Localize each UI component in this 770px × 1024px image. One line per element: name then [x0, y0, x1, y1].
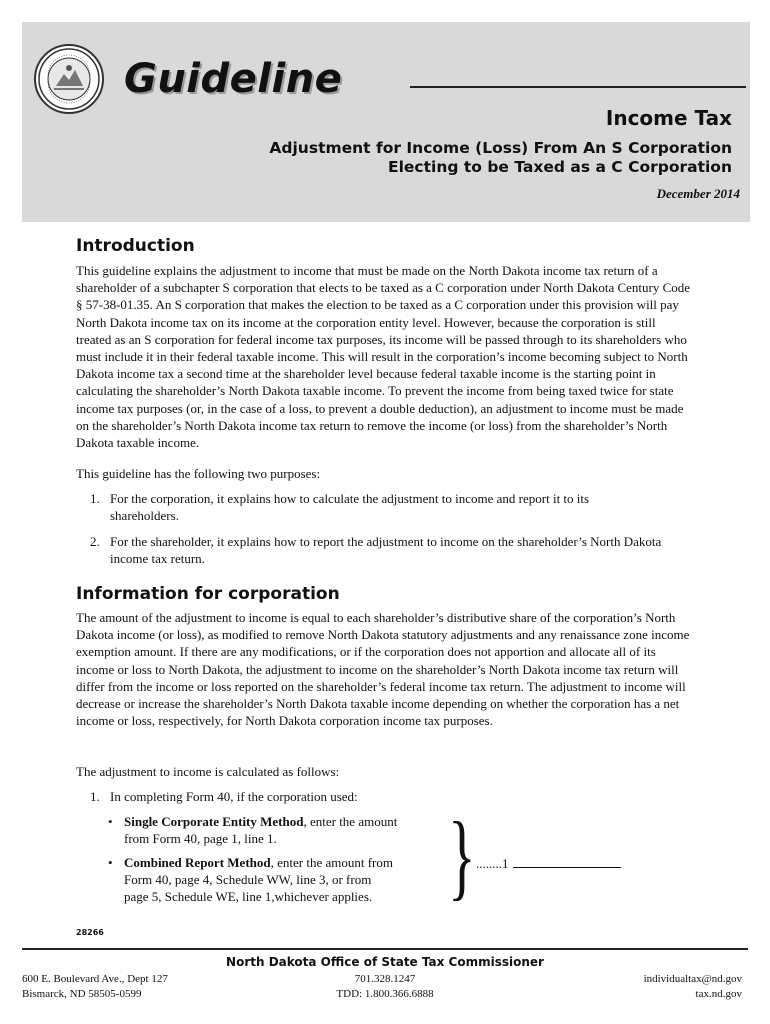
list-text: For the corporation, it explains how to calculate the adjustment to income and report it to its shareholders. [110, 491, 590, 524]
purposes-intro: This guideline has the following two purposes: [76, 466, 321, 481]
doc-kind-title: Guideline [124, 56, 343, 102]
footer-rule [22, 948, 748, 950]
method-name: Single Corporate Entity Method [124, 814, 304, 829]
list-number: 1. [90, 491, 100, 506]
corp-heading: Information for corporation [76, 584, 340, 604]
tax-type: Income Tax [605, 106, 732, 130]
subject-line-1: Adjustment for Income (Loss) From An S Corporation [269, 139, 732, 157]
seal-icon [36, 46, 102, 112]
publication-date: December 2014 [656, 186, 740, 201]
line-1-blank[interactable] [513, 855, 621, 868]
corp-paragraph: The amount of the adjustment to income is equal to each shareholder’s distributive share of the corporation’s North Dakota income (or loss), as modified to remove North Dakota statutory adjustments and any renaissance zone income exemption amount. If there are any modifications, or if the corporation does not apportion and allocate all of its income or loss to North Dakota, the adjustment to income on the shareholder’s North Dakota income tax return will differ from the income or loss reported on the shareholder’s federal income tax return. The adjustment to income will decrease or increase the shareholder’s North Dakota taxable income depending on whether the corporation has a net income or loss, respectively, for North Dakota corporation income tax purposes. [76, 610, 690, 729]
agency-name: North Dakota Office of State Tax Commissioner [226, 955, 544, 969]
list-text: In completing Form 40, if the corporation used: [110, 789, 358, 804]
intro-heading: Introduction [76, 236, 195, 256]
subject-title [269, 139, 732, 177]
list-number: 1. [90, 789, 100, 804]
form-number: 28266 [76, 928, 104, 937]
intro-paragraph: This guideline explains the adjustment to income that must be made on the North Dakota income tax return of a shareholder of a subchapter S corporation that elects to be taxed as a C corporation under North Dakota Century Code § 57-38-01.35. An S corporation that makes the election to be taxed as a C corporation under this provision will pay North Dakota income tax on its income at the corporation entity level. However, because the corporation is still treated as an S corporation for federal income tax purposes, its income will be passed through to its shareholders who must include it in their federal taxable income. This will result in the corporation’s income becoming subject to North Dakota income tax a second time at the shareholder level because federal taxable income is the starting point in calculating the shareholder’s North Dakota taxable income. To prevent the income from being taxed twice for state income tax purposes (or, in the case of a loss, to prevent a double deduction), an adjustment to income must be made on the shareholder’s North Dakota income tax return to remove the income (or loss) from the shareholder’s North Dakota taxable income. [76, 263, 691, 451]
line-ref-label: ........1 [476, 856, 509, 871]
website-link[interactable]: tax.nd.gov [695, 988, 742, 1000]
list-number: 2. [90, 534, 100, 549]
state-seal-logo [34, 44, 104, 114]
method-name: Combined Report Method [124, 855, 271, 870]
address-line-1: 600 E. Boulevard Ave., Dept 127 [22, 973, 168, 985]
phone-number: 701.328.1247 [354, 973, 416, 985]
list-text: For the shareholder, it explains how to report the adjustment to income on the shareholder’s North Dakota income tax return. [110, 534, 662, 567]
footer-contact [644, 972, 742, 1002]
email-link[interactable]: individualtax@nd.gov [643, 973, 742, 985]
calc-intro: The adjustment to income is calculated as follows: [76, 764, 340, 779]
grouping-brace: } [448, 802, 476, 909]
line-1-entry [476, 855, 621, 872]
tdd-number: TDD: 1.800.366.6888 [336, 988, 434, 1000]
subject-line-2: Electing to be Taxed as a C Corporation [388, 158, 732, 176]
address-line-2: Bismarck, ND 58505-0599 [22, 988, 142, 1000]
title-rule [410, 86, 746, 88]
